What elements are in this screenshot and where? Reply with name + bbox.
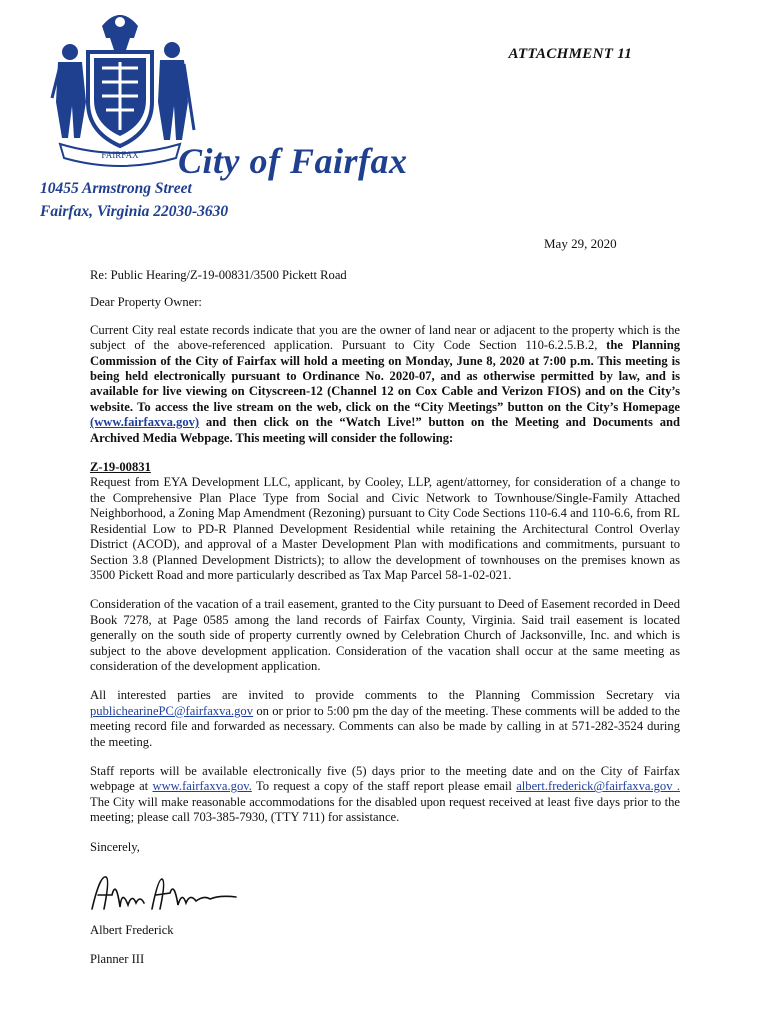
comments-paragraph [90, 688, 680, 750]
re-line: Re: Public Hearing/Z-19-00831/3500 Pickett Road [90, 268, 347, 282]
case-description: Request from EYA Development LLC, applicant, by Cooley, LLP, agent/attorney, for consideration of a change to the Comprehensive Plan Place Type from Social and Civic Network to Townhouse/Single-Family Attached Neighborhood, a Zoning Map Amendment (Rezoning) pursuant to City Code Sections 110-6.4 and 110-6.6, from RL Residential Low to PD-R Planned Development Residential while retaining the Architectural Control Overlay District (ACOD), and approval of a Master Development Plan with modifications and commitments, pursuant to Section 3.8 (Planned Development Districts); to allow the development of townhouses on the premises known as 3500 Pickett Road and more particularly described as Tax Map Parcel 58-1-02-021. [90, 475, 680, 582]
city-state-zip: Fairfax, Virginia 22030-3630 [40, 203, 229, 220]
city-name-title: City of Fairfax [178, 141, 408, 181]
comments-rest-text: on or prior to 5:00 pm the day of the meeting. These comments will be added to the meeting record file and forwarded as necessary. Comments can also be made by calling in at 571-282-3524 during the meeting. [90, 703, 680, 749]
staff-mid-text: To request a copy of the staff report please email [251, 779, 517, 794]
meeting-paragraph [90, 323, 680, 446]
comments-intro-text: All interested parties are invited to provide comments to the Planning Commission Secretary via [90, 688, 680, 703]
meeting-bold-text: the Planning Commission of the City of Fairfax will hold a meeting on Monday, June 8, 2020 at 7:00 p.m. This meeting is being held electronically pursuant to Ordinance No. 2020-07, and as otherwise permitted by law, and is available for live viewing on Cityscreen-12 (Channel 12 on Cox Cable and Verizon FIOS) and on the City’s website. To access the live stream on the web, click on the “City Meetings” button on the City’s Homepage [90, 338, 681, 414]
staff-email-link[interactable]: albert.frederick@fairfaxva.gov . [516, 779, 680, 794]
salutation: Dear Property Owner: [90, 295, 202, 310]
staff-report-paragraph [90, 764, 680, 826]
city-homepage-link[interactable]: (www.fairfaxva.gov) [90, 415, 200, 430]
case-number: Z-19-00831 [90, 460, 151, 475]
signer-name: Albert Frederick [90, 923, 174, 937]
meeting-bold-end-text: and then click on the “Watch Live!” button on the Meeting and Documents and Archived Media Webpage. This meeting will consider the following: [90, 415, 680, 445]
letter-body [90, 268, 680, 982]
meeting-intro-text: Current City real estate records indicate that you are the owner of land near or adjacent to the property which is the subject of the above-referenced application. Pursuant to City Code Section 110-6.2.5.B.2, [90, 322, 680, 353]
letter-date: May 29, 2020 [544, 236, 617, 251]
signer-title: Planner III [90, 952, 145, 967]
seal-motto: FAIRFAX [101, 150, 139, 160]
closing: Sincerely, [90, 839, 140, 854]
city-seal-logo [40, 6, 200, 176]
staff-rest-text: The City will make reasonable accommodations for the disabled upon request received at least five days prior to the meeting; please call 703-385-7930, (TTY 711) for assistance. [90, 794, 680, 825]
handwritten-signature [86, 869, 246, 919]
comments-email-link[interactable]: publichearinePC@fairfaxva.gov [90, 703, 254, 718]
vacation-paragraph: Consideration of the vacation of a trail easement, granted to the City pursuant to Deed of Easement recorded in Deed Book 7278, at Page 0585 among the land records of Fairfax County, Virginia. Said trail easement is located generally on the south side of property currently owned by Celebration Church of Jacksonville, Inc. and which is subject to the above development application. Consideration of the vacation shall occur at the same meeting as consideration of the development application. [90, 597, 680, 673]
street-address: 10455 Armstrong Street [40, 180, 192, 197]
case-paragraph [90, 460, 680, 583]
attachment-label: ATTACHMENT 11 [508, 46, 632, 62]
staff-webpage-link[interactable]: www.fairfaxva.gov. [152, 779, 252, 794]
staff-intro-text: Staff reports will be available electronically five (5) days prior to the meeting date and on the City of Fairfax webpage at [90, 763, 680, 794]
